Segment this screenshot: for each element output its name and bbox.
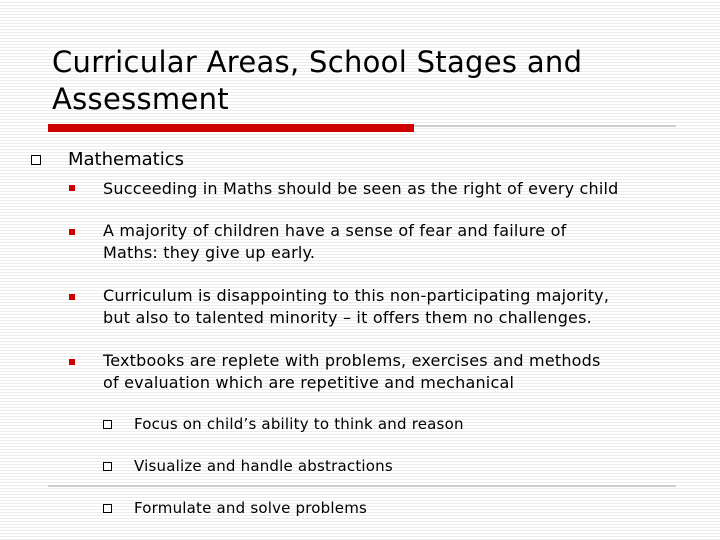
sub-item-4-line-1: Textbooks are replete with problems, exercises and methods [103, 351, 601, 370]
title-divider-line [414, 125, 676, 127]
sub-item-2-line-1: A majority of children have a sense of fear and failure of [103, 221, 567, 240]
footer-divider-line [48, 485, 676, 487]
sub-item-3-line-1: Curriculum is disappointing to this non-participating majority, [103, 286, 610, 305]
hollow-square-bullet-icon [31, 155, 41, 165]
title-accent-bar [48, 124, 414, 132]
hollow-square-bullet-icon [103, 420, 112, 429]
sub-sub-item-1: Focus on child’s ability to think and reason [134, 415, 464, 433]
sub-item-3-line-2: but also to talented minority – it offers them no challenges. [103, 308, 592, 327]
red-square-bullet-icon [69, 294, 75, 300]
slide-title-line-2: Assessment [52, 82, 229, 116]
sub-item-4-line-2: of evaluation which are repetitive and mechanical [103, 373, 515, 392]
hollow-square-bullet-icon [103, 504, 112, 513]
sub-item-2-line-2: Maths: they give up early. [103, 243, 316, 262]
slide-title-line-1: Curricular Areas, School Stages and [52, 45, 583, 79]
red-square-bullet-icon [69, 229, 75, 235]
red-square-bullet-icon [69, 359, 75, 365]
red-square-bullet-icon [69, 185, 75, 191]
sub-item-1-line-1: Succeeding in Maths should be seen as the right of every child [103, 179, 619, 198]
bullet-mathematics: Mathematics [68, 149, 184, 170]
sub-sub-item-3: Formulate and solve problems [134, 499, 368, 517]
slide-title [52, 44, 672, 118]
sub-sub-item-2: Visualize and handle abstractions [134, 457, 393, 475]
hollow-square-bullet-icon [103, 462, 112, 471]
